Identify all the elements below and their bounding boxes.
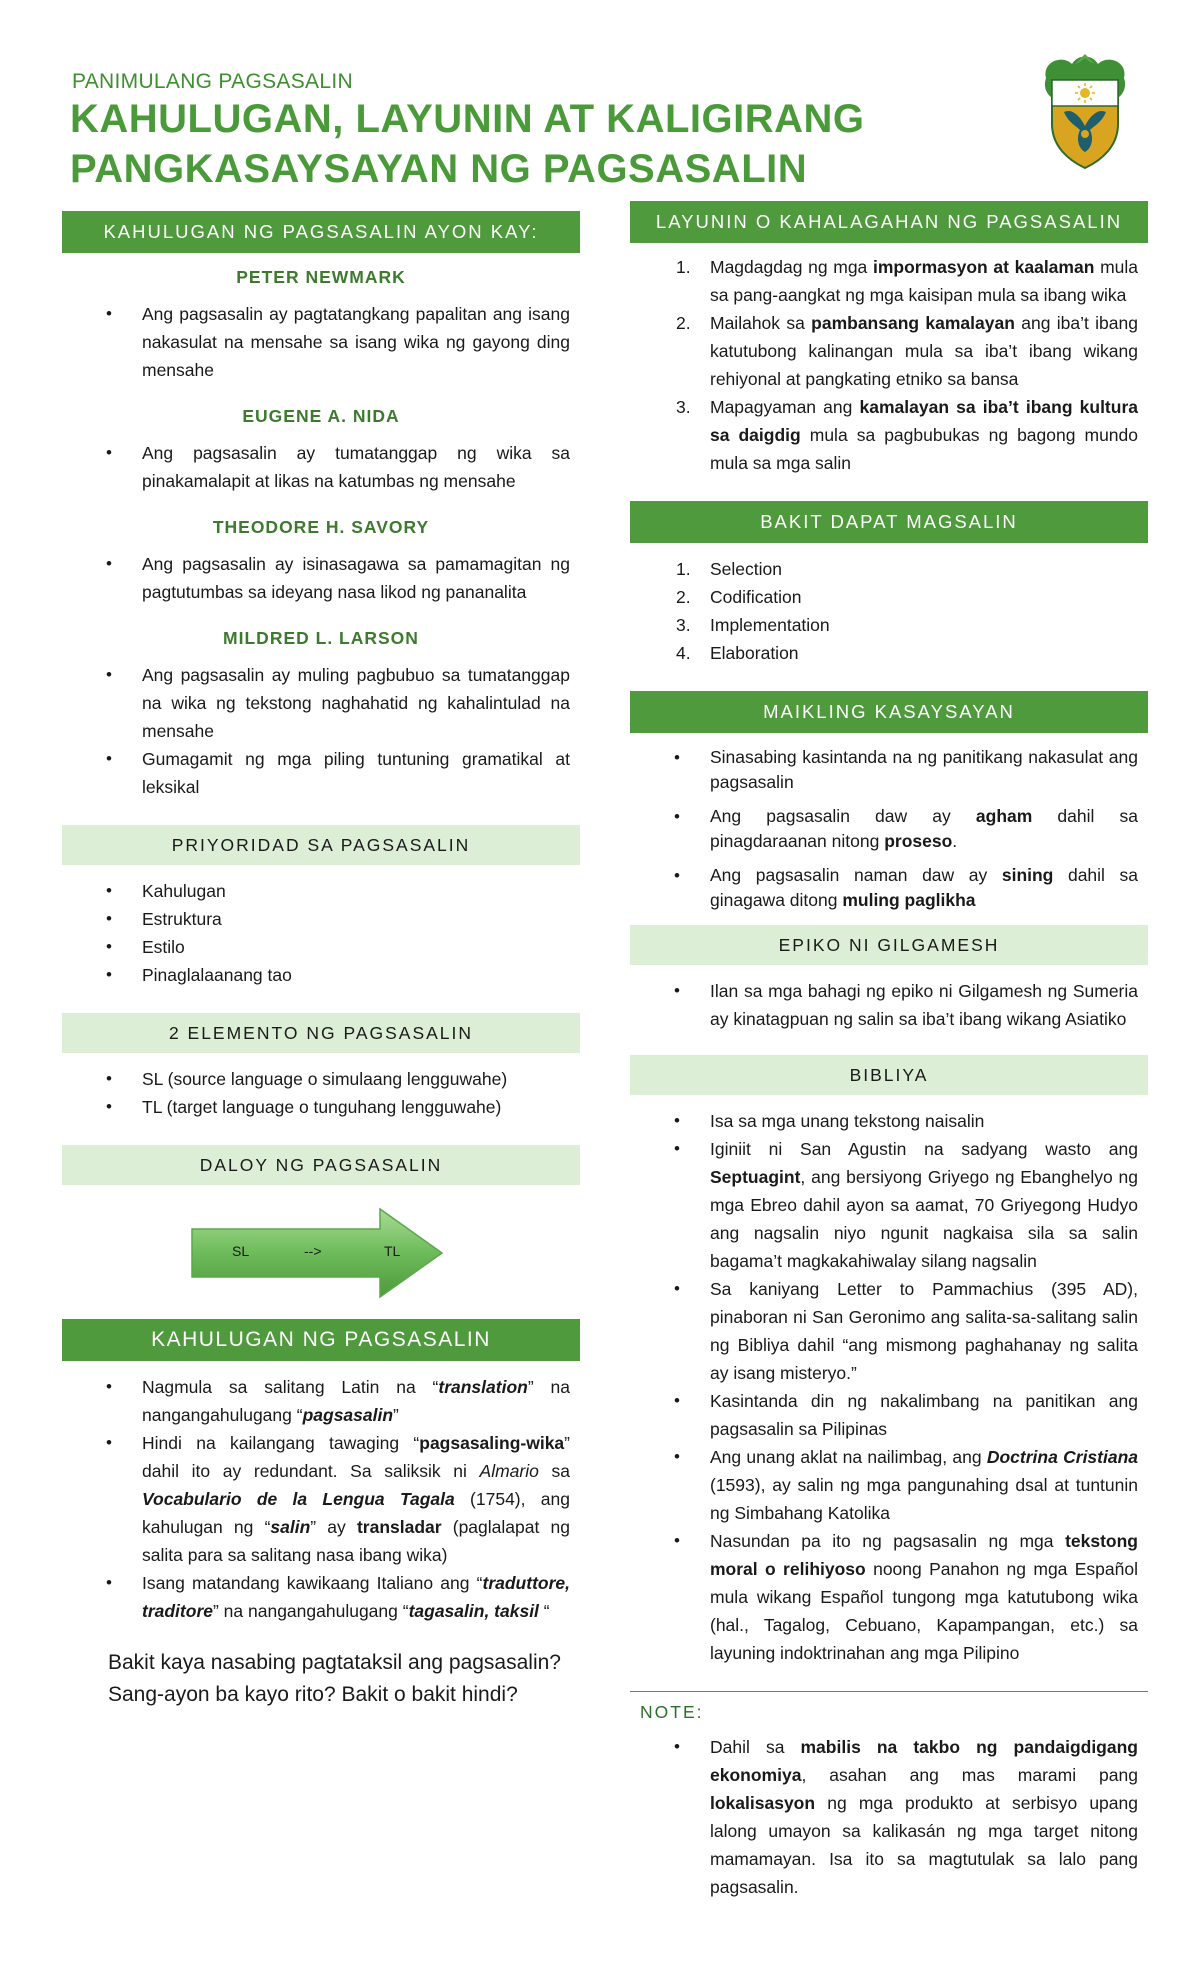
list-item: • Sa kaniyang Letter to Pammachius (395 AD), pinaboran ni San Geronimo ang salita-sa-salitang salin ng Bibliya dahil “ang mismong paghahanay ng salita ay isang misteryo.”	[630, 1275, 1148, 1387]
list-item: • Iginiit ni San Agustin na sadyang wasto ang Septuagint, ang bersiyong Griyego ng Ebanghelyo ng mga Ebreo dahil ayon sa aamat, 70 Griyegong Hudyo ang nagsalin niyo ngunit nagkaisa sila sa salin bagama’t magkakahiwalay silang nagsalin	[630, 1135, 1148, 1275]
layunin-list	[630, 253, 1148, 477]
section-heading-bakit: BAKIT DAPAT MAGSALIN	[630, 501, 1148, 543]
list-item: • Ang pagsasalin naman daw ay sining dahil sa ginagawa ditong muling paglikha	[630, 863, 1148, 913]
note-divider	[630, 1691, 1148, 1692]
discussion-question	[62, 1647, 580, 1711]
section-heading-gilgamesh: EPIKO NI GILGAMESH	[630, 925, 1148, 965]
right-column	[630, 201, 1148, 1901]
school-crest-icon	[1032, 50, 1138, 172]
author-points	[62, 550, 580, 606]
title-line-1: KAHULUGAN, LAYUNIN AT KALIGIRANG	[70, 97, 865, 141]
list-item: 3. Mapagyaman ang kamalayan sa iba’t ibang kultura sa daigdig mula sa pagbubukas ng bagong mundo mula sa mga salin	[676, 397, 1138, 473]
section-heading-kahulugan: KAHULUGAN NG PAGSASALIN	[62, 1319, 580, 1361]
list-item: • Ang pagsasalin ay muling pagbubuo sa tumatanggap na wika ng tekstong naghahatid ng kahalintulad na mensahe	[62, 661, 580, 745]
list-item: 1. Magdagdag ng mga impormasyon at kaalaman mula sa pang-aangkat ng mga kaisipan mula sa ibang wika	[676, 257, 1139, 305]
author-name: PETER NEWMARK	[236, 267, 406, 287]
list-item: • TL (target language o tunguhang lengguwahe)	[62, 1093, 580, 1121]
list-item: • Estruktura	[62, 905, 580, 933]
list-item: 2. Codification	[676, 587, 802, 607]
list-item: • Hindi na kailangang tawaging “pagsasaling-wika” dahil ito ay redundant. Sa saliksik ni Almario sa Vocabulario de la Lengua Tagala (1754), ang kahulugan ng “salin” ay transladar (paglalapat ng salita para sa salitang nasa ibang wika)	[62, 1429, 580, 1569]
kahulugan-list	[62, 1373, 580, 1625]
list-item: • Dahil sa mabilis na takbo ng pandaigdigang ekonomiya, asahan ang mas marami pang lokalisasyon ng mga produkto at serbisyo upang lalong umayon sa kalikasán ng mga target nitong mamamayan. Isa ito sa magtutulak sa lalo pang pagsasalin.	[630, 1733, 1148, 1901]
title-line-2: PANGKASAYSAYAN NG PAGSASALIN	[70, 147, 808, 191]
note-list	[630, 1733, 1148, 1901]
list-item: • Ang pagsasalin daw ay agham dahil sa pinagdaraanan nitong proseso.	[630, 804, 1148, 854]
flow-arrow-label: -->	[304, 1243, 322, 1259]
bakit-list	[630, 555, 1148, 667]
author-name: THEODORE H. SAVORY	[212, 517, 430, 537]
list-item: • Estilo	[62, 933, 580, 961]
section-heading-kasaysayan: MAIKLING KASAYSAYAN	[630, 691, 1148, 733]
author-name: MILDRED L. LARSON	[223, 628, 419, 648]
flow-source-label: SL	[232, 1243, 250, 1259]
list-item: • Isa sa mga unang tekstong naisalin	[630, 1107, 1148, 1135]
course-subtitle: PANIMULANG PAGSASALIN	[72, 70, 353, 93]
list-item: • Gumagamit ng mga piling tuntuning gramatikal at leksikal	[62, 745, 580, 801]
list-item: 1. Selection	[676, 559, 782, 579]
list-item: • Ang unang aklat na nailimbag, ang Doctrina Cristiana (1593), ay salin ng mga pangunahing dsal at tuntunin ng Simbahang Katolika	[630, 1443, 1148, 1527]
section-heading-kahulugan-ayon-kay: KAHULUGAN NG PAGSASALIN AYON KAY:	[62, 211, 580, 253]
author-points	[62, 661, 580, 801]
page-title	[70, 94, 1010, 194]
elemento-list	[62, 1065, 580, 1121]
note-label: NOTE:	[640, 1702, 704, 1722]
list-item: 3. Implementation	[676, 615, 830, 635]
list-item: • Ang pagsasalin ay isinasagawa sa pamamagitan ng pagtutumbas sa ideyang nasa likod ng pananalita	[62, 550, 580, 606]
list-item: • Sinasabing kasintanda na ng panitikang nakasulat ang pagsasalin	[630, 745, 1148, 795]
gilgamesh-list	[630, 977, 1148, 1033]
section-heading-daloy: DALOY NG PAGSASALIN	[62, 1145, 580, 1185]
list-item: • Nasundan pa ito ng pagsasalin ng mga tekstong moral o relihiyoso noong Panahon ng mga Español mula wikang Español tungong mga katutubong wika (hal., Tagalog, Cebuano, Kapampangan, etc.) sa layuning indoktrinahan ang mga Pilipino	[630, 1527, 1148, 1667]
section-heading-priyoridad: PRIYORIDAD SA PAGSASALIN	[62, 825, 580, 865]
flow-arrow	[188, 1207, 448, 1299]
priyoridad-list	[62, 877, 580, 989]
kasaysayan-list	[630, 745, 1148, 913]
list-item: 2. Mailahok sa pambansang kamalayan ang iba’t ibang katutubong kalinangan mula sa iba’t ibang wikang rehiyonal at pangkating etniko sa bansa	[676, 313, 1138, 389]
list-item: • SL (source language o simulaang lengguwahe)	[62, 1065, 580, 1093]
list-item: • Ilan sa mga bahagi ng epiko ni Gilgamesh ng Sumeria ay kinatagpuan ng salin sa iba’t ibang wikang Asiatiko	[630, 977, 1148, 1033]
list-item: • Ang pagsasalin ay pagtatangkang papalitan ang isang nakasulat na mensahe sa isang wika ng gayong ding mensahe	[62, 300, 580, 384]
question-line-1: Bakit kaya nasabing pagtataksil ang pagsasalin?	[108, 1651, 561, 1674]
list-item: • Ang pagsasalin ay tumatanggap ng wika sa pinakamalapit at likas na katumbas ng mensahe	[62, 439, 580, 495]
list-item: • Pinaglalaanang tao	[62, 961, 580, 989]
section-heading-layunin: LAYUNIN O KAHALAGAHAN NG PAGSASALIN	[630, 201, 1148, 243]
section-heading-bibliya: BIBLIYA	[630, 1055, 1148, 1095]
flow-target-label: TL	[384, 1243, 401, 1259]
left-column	[62, 211, 580, 1711]
bibliya-list	[630, 1107, 1148, 1667]
list-item: • Nagmula sa salitang Latin na “translation” na nangangahulugang “pagsasalin”	[62, 1373, 580, 1429]
list-item: • Kasintanda din ng nakalimbang na panitikan ang pagsasalin sa Pilipinas	[630, 1387, 1148, 1443]
author-points	[62, 439, 580, 495]
author-name: EUGENE A. NIDA	[242, 406, 400, 426]
list-item: • Isang matandang kawikaang Italiano ang “traduttore, traditore” na nangangahulugang “tagasalin, taksil “	[62, 1569, 580, 1625]
list-item: • Kahulugan	[62, 877, 580, 905]
section-heading-elemento: 2 ELEMENTO NG PAGSASALIN	[62, 1013, 580, 1053]
author-points	[62, 300, 580, 384]
question-line-2: Sang-ayon ba kayo rito? Bakit o bakit hindi?	[108, 1683, 518, 1706]
list-item: 4. Elaboration	[676, 643, 799, 663]
